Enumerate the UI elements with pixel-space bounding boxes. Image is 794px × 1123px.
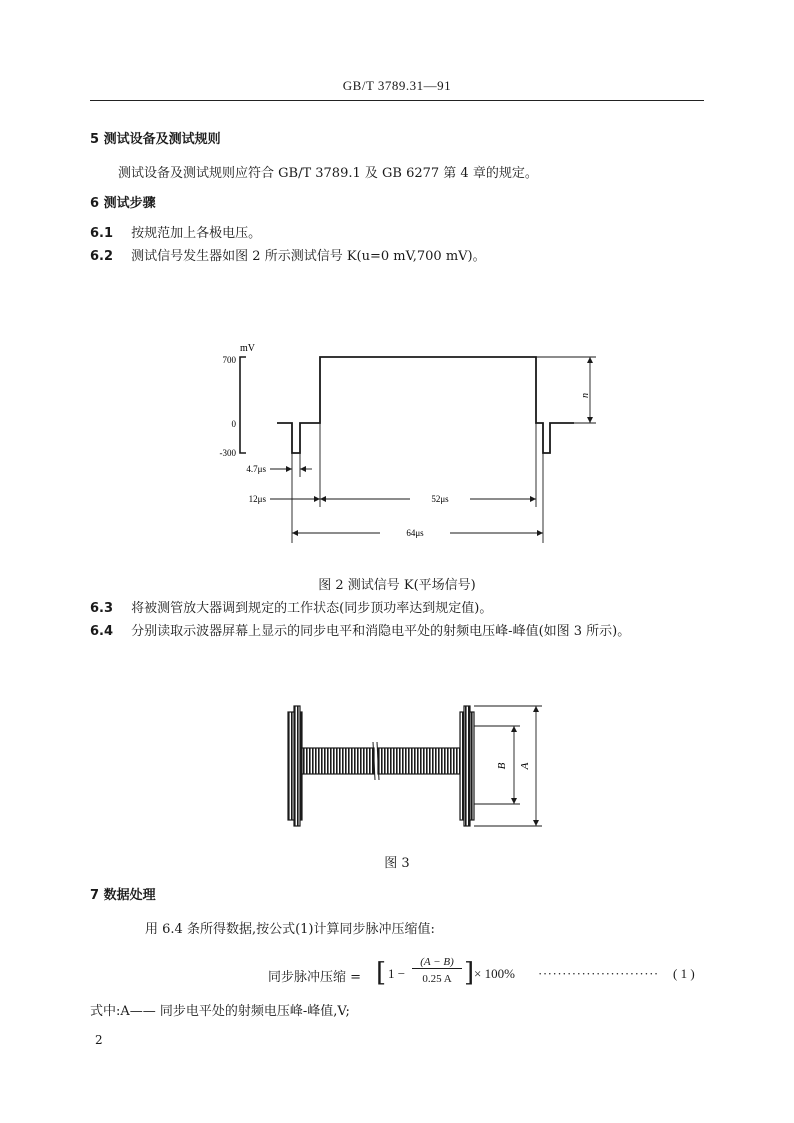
dim-52us: 52μs	[431, 494, 449, 504]
formula-denominator: 0.25 A	[422, 973, 452, 985]
page-number: 2	[95, 1033, 103, 1047]
running-header: GB/T 3789.31—91	[342, 78, 452, 93]
clause-6-1	[90, 222, 261, 241]
where-clause: 式中:A—— 同步电平处的射频电压峰-峰值,V;	[90, 1004, 350, 1019]
formula-times: × 100%	[474, 966, 515, 981]
clause-text: 分别读取示波器屏幕上显示的同步电平和消隐电平处的射频电压峰-峰值(如图 3 所示)。	[131, 624, 631, 639]
clause-6-2	[90, 245, 486, 264]
dim-12us: 12μs	[248, 494, 266, 504]
amplitude-label: u	[580, 393, 591, 398]
y-axis-bracket	[240, 357, 246, 453]
formula-numerator: (A − B)	[412, 956, 462, 969]
blanking-band-left	[302, 748, 374, 774]
y-unit-label: mV	[240, 343, 255, 354]
clause-number: 6.1	[90, 226, 114, 241]
label-A: A	[519, 762, 531, 770]
figure-2-caption: 图 2 测试信号 K(平场信号)	[318, 578, 476, 593]
right-bracket: ]	[464, 958, 475, 988]
left-bracket: [	[376, 958, 387, 988]
clause-6-3	[90, 597, 492, 616]
clause-number: 6.3	[90, 601, 114, 616]
formula-leader: ·························	[538, 966, 659, 981]
tick-700: 700	[222, 355, 236, 365]
tick-neg300: -300	[219, 448, 236, 458]
formula-lhs: 同步脉冲压缩 =	[268, 970, 362, 985]
clause-6-4	[90, 620, 630, 639]
signal-waveform	[277, 357, 574, 453]
clause-text: 测试信号发生器如图 2 所示测试信号 K(u=0 mV,700 mV)。	[131, 249, 486, 264]
clause-text: 按规范加上各极电压。	[131, 226, 262, 241]
section-6-heading: 6 测试步骤	[90, 196, 156, 211]
clause-number: 6.4	[90, 624, 114, 639]
section-5-body: 测试设备及测试规则应符合 GB/T 3789.1 及 GB 6277 第 4 章的规定。	[118, 166, 538, 181]
figure-3-rf-envelope	[270, 700, 560, 830]
blanking-band-right	[378, 748, 460, 774]
header-rule	[90, 100, 704, 101]
formula-1	[268, 958, 708, 994]
section-7-intro: 用 6.4 条所得数据,按公式(1)计算同步脉冲压缩值:	[145, 922, 435, 937]
label-B: B	[496, 762, 508, 770]
figure-2-waveform	[200, 335, 620, 550]
figure-3-caption: 图 3	[384, 856, 410, 871]
tick-0: 0	[231, 419, 236, 429]
section-7-heading: 7 数据处理	[90, 888, 156, 903]
clause-text: 将被测管放大器调到规定的工作状态(同步顶功率达到规定值)。	[131, 601, 493, 616]
section-5-heading: 5 测试设备及测试规则	[90, 132, 221, 147]
dim-4-7us: 4.7μs	[246, 464, 266, 474]
clause-number: 6.2	[90, 249, 114, 264]
formula-equation-number: ( 1 )	[673, 966, 695, 981]
dim-64us: 64μs	[406, 528, 424, 538]
formula-one-minus: 1 −	[388, 966, 406, 981]
